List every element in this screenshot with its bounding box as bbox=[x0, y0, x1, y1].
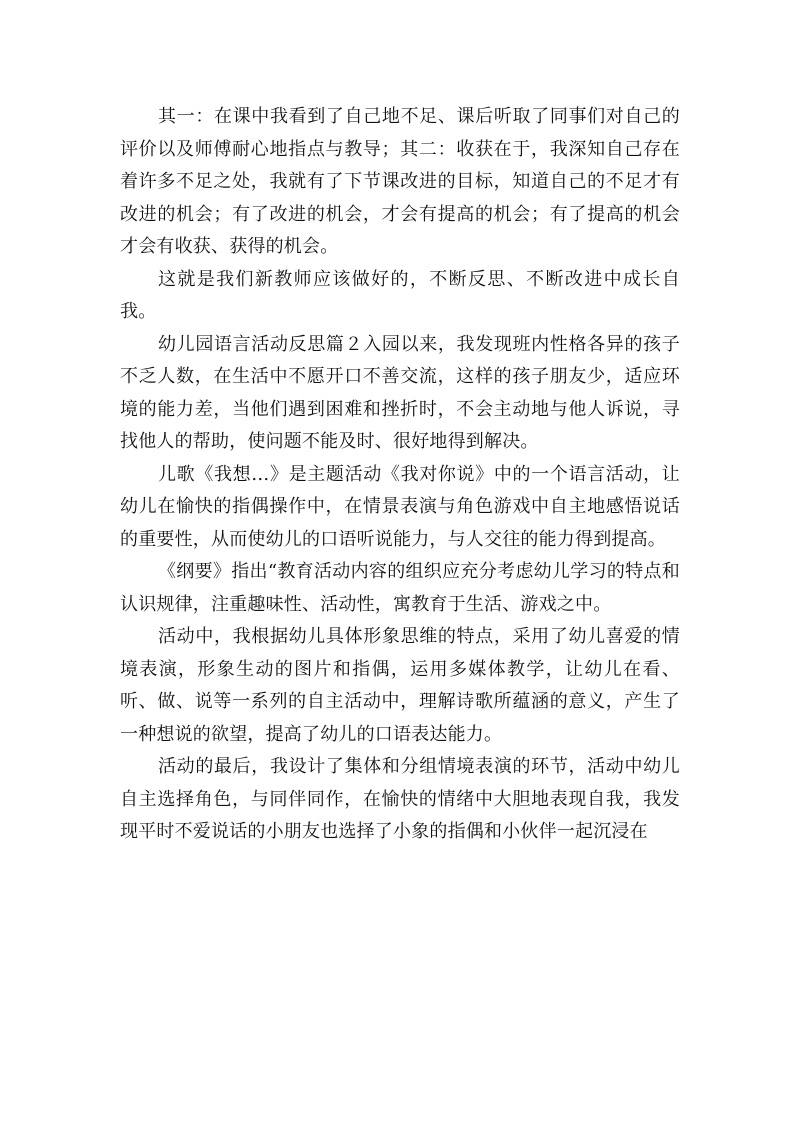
paragraph: 这就是我们新教师应该做好的，不断反思、不断改进中成长自我。 bbox=[120, 268, 680, 322]
paragraph: 儿歌《我想…》是主题活动《我对你说》中的一个语言活动，让幼儿在愉快的指偶操作中，在情景表演与角色游戏中自主地感悟说话的重要性，从而使幼儿的口语听说能力，与人交往的能力得到提高。 bbox=[120, 463, 680, 550]
paragraph: 幼儿园语言活动反思篇２入园以来，我发现班内性格各异的孩子不乏人数，在生活中不愿开口不善交流，这样的孩子朋友少，适应环境的能力差，当他们遇到困难和挫折时，不会主动地与他人诉说，寻找他人的帮助，使问题不能及时、很好地得到解决。 bbox=[120, 333, 680, 452]
paragraph: 活动的最后，我设计了集体和分组情境表演的环节，活动中幼儿自主选择角色，与同伴同作，在愉快的情绪中大胆地表现自我，我发现平时不爱说话的小朋友也选择了小象的指偶和小伙伴一起沉浸在 bbox=[120, 756, 680, 842]
paragraph: 活动中，我根据幼儿具体形象思维的特点，采用了幼儿喜爱的情境表演，形象生动的图片和指偶，运用多媒体教学，让幼儿在看、听、做、说等一系列的自主活动中，理解诗歌所蕴涵的意义，产生了一种想说的欲望，提高了幼儿的口语表达能力。 bbox=[120, 626, 680, 745]
document-body bbox=[120, 101, 680, 849]
paragraph: 《纲要》指出“教育活动内容的组织应充分考虑幼儿学习的特点和认识规律，注重趣味性、活动性，寓教育于生活、游戏之中。 bbox=[120, 561, 680, 615]
paragraph: 其一：在课中我看到了自己地不足、课后听取了同事们对自己的评价以及师傅耐心地指点与教导；其二：收获在于，我深知自己存在着许多不足之处，我就有了下节课改进的目标，知道自己的不足才有改进的机会；有了改进的机会，才会有提高的机会；有了提高的机会才会有收获、获得的机会。 bbox=[120, 106, 680, 257]
